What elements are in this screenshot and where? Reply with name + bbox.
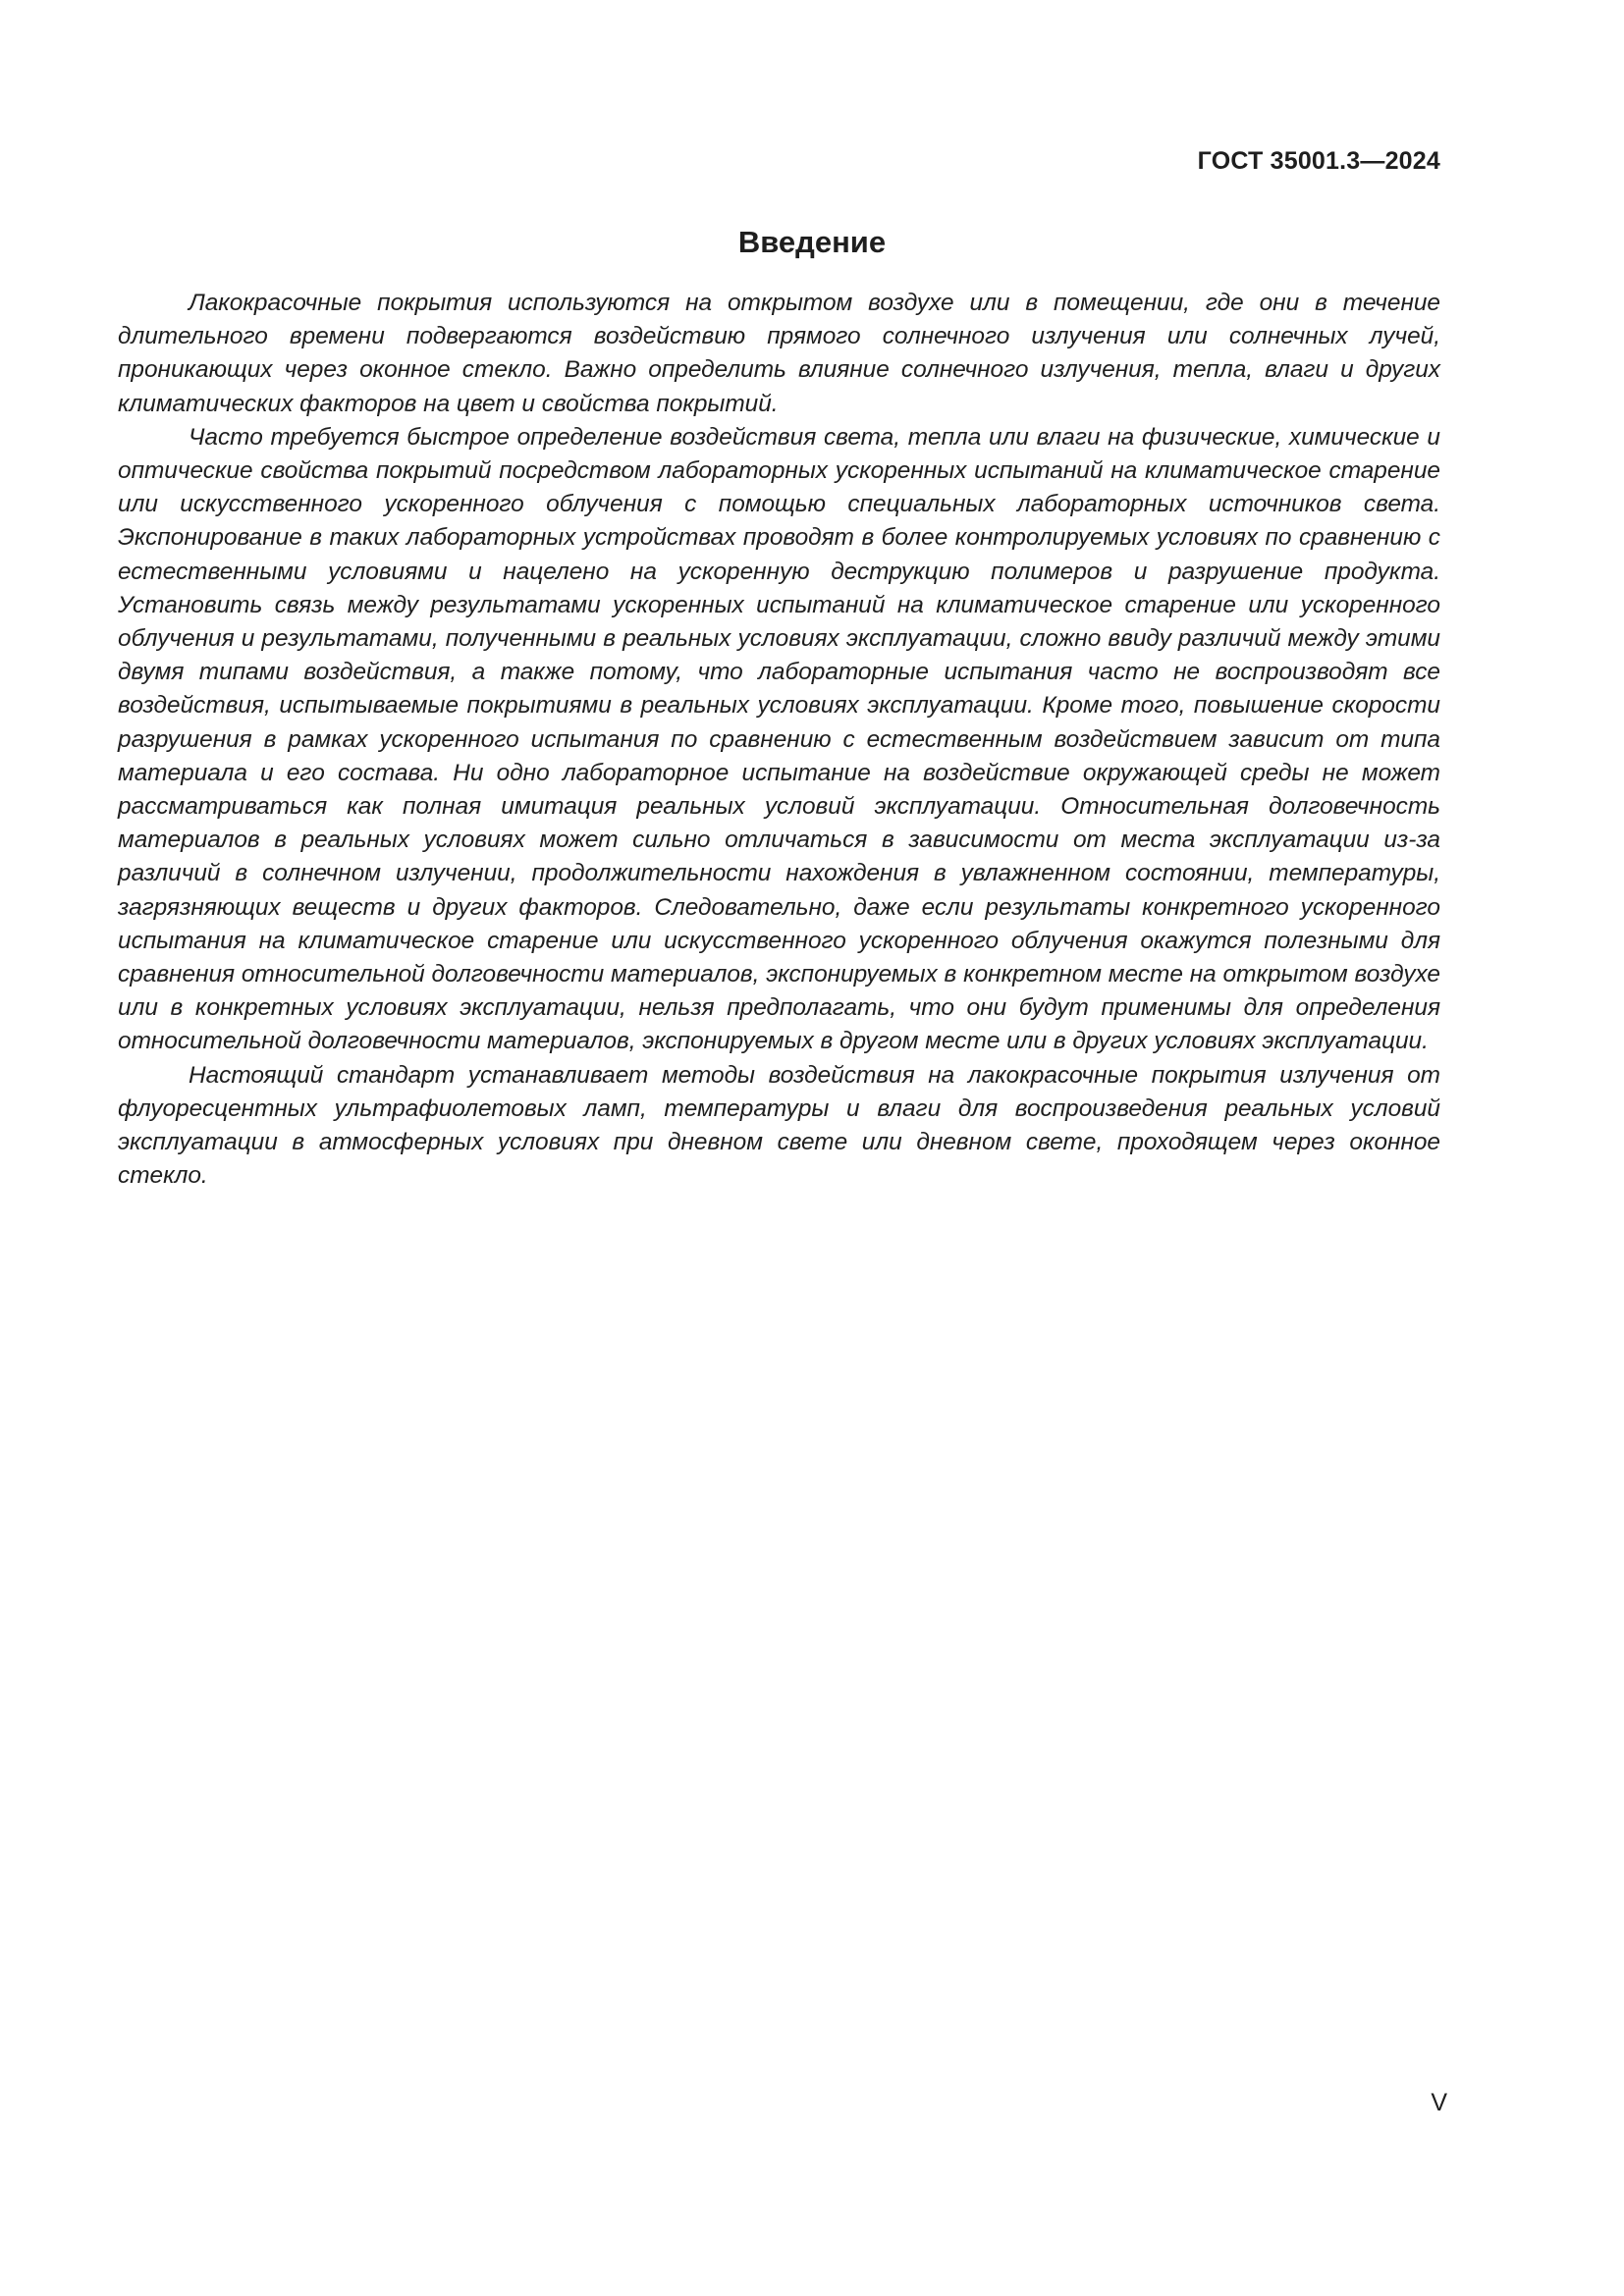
page-number: V <box>1431 2089 1447 2116</box>
standard-designation: ГОСТ 35001.3—2024 <box>1197 147 1440 175</box>
paragraph: Лакокрасочные покрытия используются на открытом воздухе или в помещении, где они в течение длительного времени подвергаются воздействию прямого солнечного излучения или солнечных лучей, проникающих через оконное стекло. Важно определить влияние солнечного излучения, тепла, влаги и других климатических факторов на цвет и свойства покрытий. <box>118 290 1440 417</box>
section-body <box>118 287 1440 1193</box>
paragraph: Часто требуется быстрое определение воздействия света, тепла или влаги на физические, химические и оптические свойства покрытий посредством лабораторных ускоренных испытаний на климатическое старение или искусственного ускоренного облучения с помощью специальных лабораторных источников света. Экспонирование в таких лабораторных устройствах проводят в более контролируемых условиях по сравнению с естественными условиями и нацелено на ускоренную деструкцию полимеров и разрушение продукта. Установить связь между результатами ускоренных испытаний на климатическое старение или ускоренного облучения и результатами, полученными в реальных условиях эксплуатации, сложно ввиду различий между этими двумя типами воздействия, а также потому, что лабораторные испытания часто не воспроизводят все воздействия, испытываемые покрытиями в реальных условиях эксплуатации. Кроме того, повышение скорости разрушения в рамках ускоренного испытания по сравнению с естественным воздействием зависит от типа материала и его состава. Ни одно лабораторное испытание на воздействие окружающей среды не может рассматриваться как полная имитация реальных условий эксплуатации. Относительная долговечность материалов в реальных условиях может сильно отличаться в зависимости от места эксплуатации из-за различий в солнечном излучении, продолжительности нахождения в увлажненном состоянии, температуры, загрязняющих веществ и других факторов. Следовательно, даже если результаты конкретного ускоренного испытания на климатическое старение или искусственного ускоренного облучения окажутся полезными для сравнения относительной долговечности материалов, экспонируемых в конкретном месте на открытом воздухе или в конкретных условиях эксплуатации, нельзя предполагать, что они будут применимы для определения относительной долговечности материалов, экспонируемых в другом месте или в других условиях эксплуатации. <box>118 423 1440 1055</box>
paragraph: Настоящий стандарт устанавливает методы воздействия на лакокрасочные покрытия излучения от флуоресцентных ультрафиолетовых ламп, температуры и влаги для воспроизведения реальных условий эксплуатации в атмосферных условиях при дневном свете или дневном свете, проходящем через оконное стекло. <box>118 1061 1440 1190</box>
section-title: Введение <box>737 225 887 259</box>
